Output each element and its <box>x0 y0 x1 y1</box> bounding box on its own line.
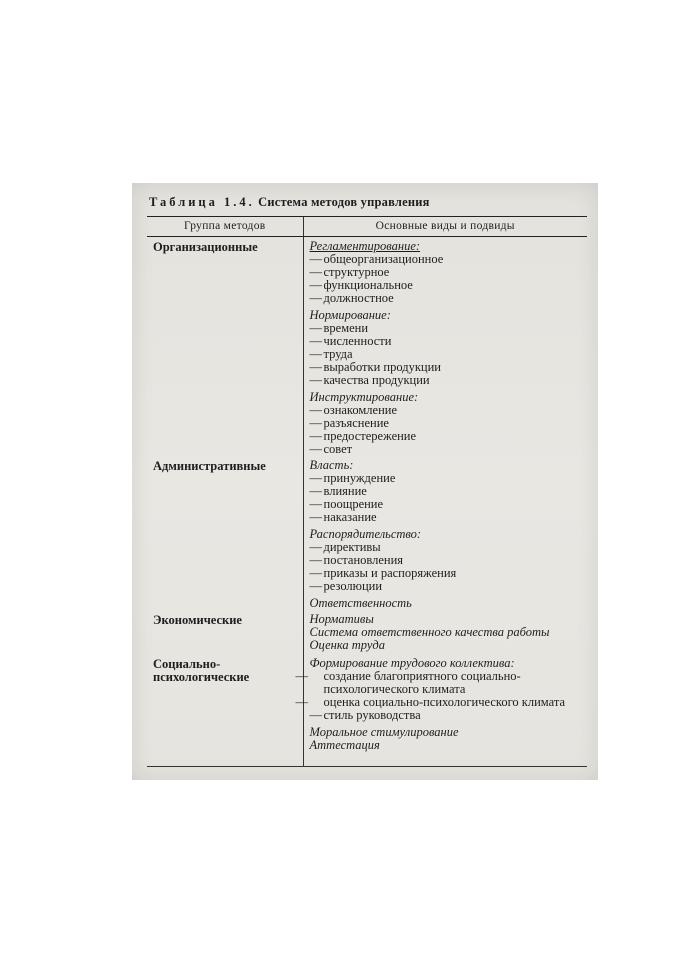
group-name: Административные <box>153 459 266 473</box>
block-title: Моральное стимулирование <box>309 725 459 739</box>
list-item: — должностное <box>309 291 394 305</box>
group-name <box>147 654 303 767</box>
group-items <box>303 610 587 654</box>
list-item: — общеорганизационное <box>309 252 444 266</box>
list-item: — численности <box>309 334 392 348</box>
list-item: — создание благоприятного социально-психологического климата <box>295 669 521 696</box>
list-item: — приказы и распоряжения <box>309 566 457 580</box>
list-item: — функциональное <box>309 278 413 292</box>
table-row <box>147 237 587 457</box>
list-item: — качества продукции <box>309 373 430 387</box>
list-item: — времени <box>309 321 369 335</box>
block-title: Ответственность <box>309 596 412 610</box>
document-page <box>147 195 587 767</box>
block-title: Инструктирование: <box>309 390 419 404</box>
header-kinds: Основные виды и подвиды <box>303 217 587 237</box>
table-row <box>147 654 587 767</box>
group-name: Организационные <box>153 240 258 254</box>
block-title: Система ответственного качества работы <box>309 625 550 639</box>
block-title: Власть: <box>309 458 354 472</box>
block-title: Оценка труда <box>309 638 385 652</box>
block-title: Нормирование: <box>309 308 391 322</box>
block-title: Регламентирование: <box>309 239 421 253</box>
list-item: — постановления <box>309 553 404 567</box>
list-item: — стиль руководства <box>309 708 421 722</box>
block-title: Распорядительство: <box>309 527 422 541</box>
list-item: — принуждение <box>309 471 396 485</box>
group-items <box>303 237 587 457</box>
list-item: — ознакомление <box>309 403 397 417</box>
group-name-line: Социально- <box>153 657 221 671</box>
list-item: — предостережение <box>309 429 417 443</box>
list-item: — поощрение <box>309 497 384 511</box>
list-item: — разъяснение <box>309 416 389 430</box>
group-items <box>295 654 587 767</box>
list-item: — выработки продукции <box>309 360 441 374</box>
list-item: — оценка социально-психологического климата <box>295 695 565 709</box>
list-item: — директивы <box>309 540 381 554</box>
list-item: — труда <box>309 347 353 361</box>
methods-table <box>147 216 587 767</box>
list-item: — влияние <box>309 484 367 498</box>
list-item: — наказание <box>309 510 377 524</box>
group-name-line: психологические <box>153 670 250 684</box>
table-caption-label: Таблица 1.4. <box>149 195 255 209</box>
block-title: Формирование трудового коллектива: <box>309 656 515 670</box>
block-title: Нормативы <box>309 612 374 626</box>
group-items <box>303 456 587 610</box>
table-row <box>147 456 587 610</box>
list-item: — структурное <box>309 265 390 279</box>
block-title: Аттестация <box>309 738 380 752</box>
table-caption <box>149 195 587 210</box>
header-group: Группа методов <box>147 217 303 237</box>
table-caption-title: Система методов управления <box>258 195 430 209</box>
list-item: — совет <box>309 442 353 456</box>
list-item: — резолюции <box>309 579 383 593</box>
group-name: Экономические <box>153 613 242 627</box>
table-row <box>147 610 587 654</box>
table-header-row <box>147 217 587 237</box>
